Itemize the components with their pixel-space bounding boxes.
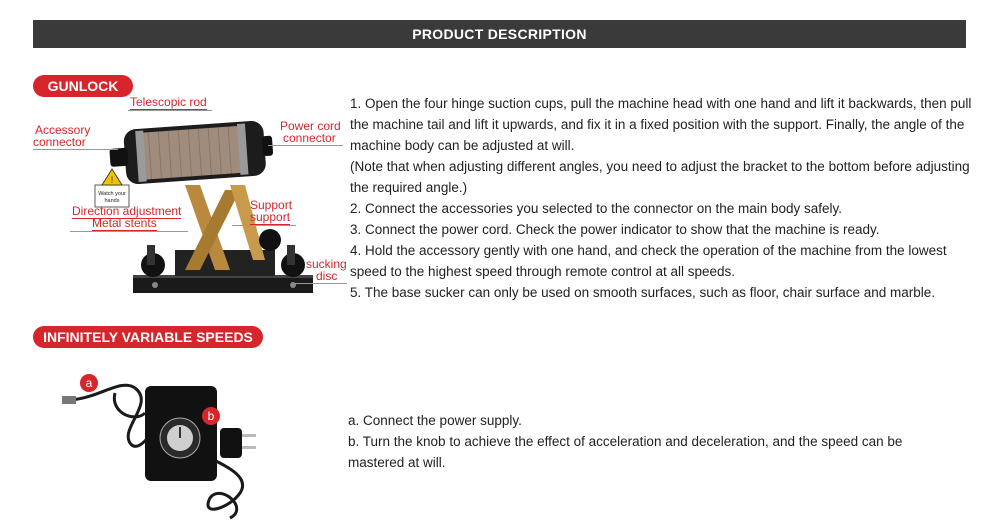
instruction-note: (Note that when adjusting different angles, you need to adjust the bracket to the bottom before adjusting the required angle.) (350, 159, 970, 195)
leader-sucking (295, 283, 347, 284)
instruction-4: 4. Hold the accessory gently with one hand, and check the operation of the machine from the lowest speed to the highest speed through remote control at all speeds. (350, 243, 947, 279)
instruction-2: 2. Connect the accessories you selected to the connector on the main body safely. (350, 201, 843, 216)
speeds-instruction-a: a. Connect the power supply. (348, 413, 522, 428)
marker-b: b (202, 407, 220, 425)
gunlock-title (33, 75, 133, 97)
speeds-title-text: INFINITELY VARIABLE SPEEDS (43, 329, 253, 345)
warning-sticker (95, 169, 129, 207)
gunlock-title-text: GUNLOCK (47, 78, 119, 94)
accessory-connector (109, 148, 128, 167)
label-metal-stents: Metal stents (92, 216, 157, 230)
speeds-instruction-b: b. Turn the knob to achieve the effect of acceleration and deceleration, and the speed can be mastered at will. (348, 434, 903, 470)
section-header (33, 20, 966, 48)
gunlock-instructions (350, 93, 975, 303)
warning-text-1: Watch your (98, 191, 126, 197)
section-header-title: PRODUCT DESCRIPTION (412, 26, 587, 42)
sucking-disc-2 (259, 229, 281, 251)
leader-support (232, 225, 296, 226)
leader-telescopic (128, 110, 212, 111)
power-supply-illustration (60, 368, 280, 528)
speeds-instructions (348, 410, 958, 473)
label-power-cord-1: Power cord (280, 119, 341, 133)
label-support-2: support (250, 210, 291, 224)
leader-stents (70, 231, 188, 232)
mains-plug (220, 428, 242, 458)
instruction-5: 5. The base sucker can only be used on smooth surfaces, such as floor, chair surface and marble. (350, 285, 936, 300)
label-accessory-connector-1: Accessory (35, 123, 91, 137)
warning-text-2: hands (104, 198, 120, 204)
label-support-1: Support (250, 198, 293, 212)
dc-plug (62, 396, 76, 404)
label-accessory-connector-2: connector (33, 135, 86, 149)
instruction-3: 3. Connect the power cord. Check the power indicator to show that the machine is ready. (350, 222, 880, 237)
instruction-1: 1. Open the four hinge suction cups, pull the machine head with one hand and lift it backwards, then pull the machine tail and lift it upwards, and fix it in a fixed position with the support. Finally, the angle of the machine body can be adjusted at will. (350, 96, 972, 153)
marker-a: a (80, 374, 98, 392)
label-direction-adjustment: Direction adjustment (72, 204, 182, 218)
label-sucking-1: sucking (306, 257, 347, 271)
label-power-cord-2: connector (283, 131, 336, 145)
leader-accessory (33, 149, 118, 150)
leader-power-cord (268, 145, 343, 146)
svg-text:!: ! (110, 175, 114, 185)
speeds-title (33, 326, 263, 348)
label-telescopic-rod: Telescopic rod (130, 95, 207, 109)
label-sucking-2: disc (316, 269, 338, 283)
